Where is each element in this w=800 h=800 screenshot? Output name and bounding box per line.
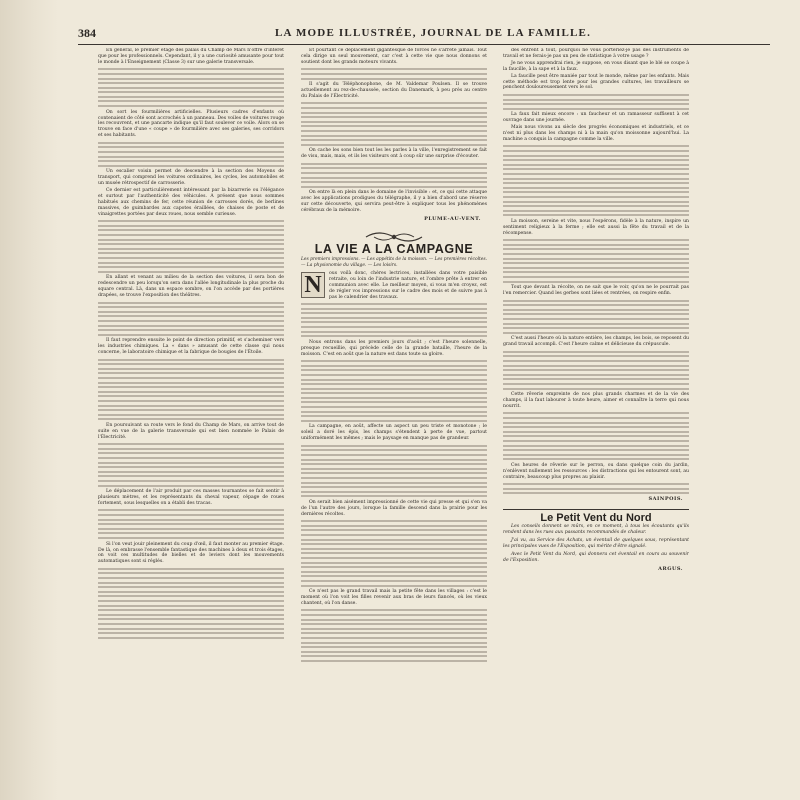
col1-paragraph-4: Ce dernier est particulièrement intéressant par la bizarrerie ou l'élégance et surtout par l'authenticité des véhicules. A présent que nous sommes habitués aux chemins de fer, cette réunion de carrosses dorés, de berlines massives, de guimbardes aux capotes éraillées, de chaises de poste et de vinaigrettes portées par deux roues, nous semble curieuse. — [98, 188, 284, 217]
col1-paragraph-2: On sort les fourmilières artificielles. Plusieurs cadres d'enfants où contenaient de côté sont accrochés à un panneau. Des voiles de voitures rouge les recouvrent, et une pancarte indique qu'il faut soulever ce voile. Alors on se trouve en face d'une « coupe » de fourmilière avec ses galeries, ses corridors et ses habitants. — [98, 109, 284, 139]
col2-paragraph-7: La campagne, en août, affecte un aspect un peu triste et monotone ; le soleil a doré les épis, les champs s'étendent à perte de vue, partout uniformément les mêmes ; mais le paysage en manque pas de grandeur. — [301, 424, 487, 442]
col2-paragraph-3: On cache les sons bien tout les les parles à la ville, l'enregistrement se fait de visu, mais, mais, et ils les visiteurs ont à coup sûr une surprise d'écouter. — [301, 148, 487, 160]
col3-text-lines-2 — [503, 145, 689, 216]
col1-text-lines-8 — [98, 568, 284, 639]
col2-paragraph-4: On entre là en plein dans le domaine de l'invisible : et, ce qui cette attaque avec les applications prodigues du télégraphe, il y a bien d'abord une réserve sur cette découverte, qui servira peut-être à expliquer tous les phénomènes cérébraux de la mémoire. — [301, 190, 487, 214]
col3-paragraph-7: Tout que devant la récolte, on ne sait que le voir, qu'on ne le pourrait pas l'en remercier. Quand les gerbes sont liées et rentrées, on respire enfin. — [503, 285, 689, 297]
col1-text-lines-5 — [98, 359, 284, 421]
col2-text-lines-2 — [301, 102, 487, 145]
col1-text-lines-4 — [98, 302, 284, 336]
col3-text-lines-5 — [503, 351, 689, 390]
col2-paragraph-9: Ce n'est pas le grand travail mais la petite fête dans les villages : c'est le moment où l'on voit les filles revenir aux bras de leurs fiancés, où les vieux chantent, où l'on danse. — [301, 589, 487, 606]
journal-title: LA MODE ILLUSTRÉE, JOURNAL DE LA FAMILLE. — [274, 27, 592, 39]
col3-paragraph-9: Cette rêverie empreinte de nos plus grands charmes et de la vie des champs, il la faut labourer à toute heure, aimer et connaître la terre qui nous nourrit. — [503, 392, 689, 409]
col1-paragraph-1: En général, le premier étage des palais du Champ de Mars n'offre d'intérêt que pour les professionnels. Cependant, il y a une curiosité amusante pour tout le monde à l'Enseignement (Classe 3) sur une galerie transversale. — [98, 48, 284, 65]
col3-text-lines-7 — [503, 483, 689, 494]
col3-text-lines-4 — [503, 300, 689, 334]
col2-text-lines-5 — [301, 360, 487, 422]
box-paragraph-3: Avec le Petit Vent du Nord, qui donnera cet éventail en cours au souvenir de l'Exposition. — [503, 551, 689, 563]
col3-text-lines-1 — [503, 94, 689, 110]
col1-paragraph-7: En poursuivant sa route vers le fond du Champ de Mars, on arrive tout de suite en vue de la galerie transversale qui est bien nommée le Palais de l'Électricité. — [98, 422, 284, 440]
col2-text-lines-7 — [301, 520, 487, 586]
article-signature-sainpois: SAINPOIS. — [648, 496, 683, 503]
col2-paragraph-6: Nous entrons dans les premiers jours d'août ; c'est l'heure solennelle, presque recueillie, qui précède celle de la grande bataille, l'heure de la moisson. C'est en août que la nature est dans toute sa gloire. — [301, 339, 487, 357]
column-3 — [503, 48, 689, 776]
col2-text-lines-8 — [301, 609, 487, 662]
section-summary: Les premiers impressions. — Les appétits de la moisson. — Les premières récoltes. — La physionomie du village. — Les loisirs. — [301, 257, 487, 268]
col1-text-lines-1 — [98, 68, 284, 107]
col3-text-lines-6 — [503, 412, 689, 460]
col3-paragraph-5: Mais nous vivons au siècle des progrès économiques et industriels, et ce n'est ni plus dans les champs ni à la main qu'on moissonne aujourd'hui. La machine a conquis la campagne comme la ville. — [503, 125, 689, 142]
col2-text-lines-1 — [301, 68, 487, 79]
col3-paragraph-4: La faux fait mieux encore : un faucheur et un ramasseur suffisent à cet ouvrage dans une journée. — [503, 112, 689, 124]
col3-paragraph-1: des entrent à tout, pourquoi ne vous porteriez-je pas des instruments de travail et ne ferais-je pas un peu de statistique à votre usage ? — [503, 48, 689, 59]
col2-paragraph-2: Il s'agit du Téléphonophone, de M. Valdemar Poulsen. Il se trouve actuellement au rez-de-chaussée, section du Danemark, à peu près au centre du Palais de l'Électricité. — [301, 82, 487, 99]
article-signature-argus: ARGUS. — [658, 565, 683, 572]
col3-paragraph-10: Ces heures de rêverie sur le perron, ou dans quelque coin du jardin, n'enlèvent nullement les ressources : les distractions qui les entourent sont, au contraire, beaucoup plus propres au plaisir. — [503, 462, 689, 480]
col3-paragraph-2: Je ne vous apprendrai rien, je suppose, en vous disant que le blé se coupe à la faucille, à la sape et à la faux. — [503, 60, 689, 72]
col3-text-lines-3 — [503, 239, 689, 282]
col1-text-lines-2 — [98, 142, 284, 167]
col2-paragraph-5: ous voilà donc, chères lectrices, installées dans votre paisible retraite, ou loin de l'industrie nature, et l'ombre prête à entrer en communion avec elle. Le meilleur moyen, si vous m'en croyez, est de régler vos impressions sur le cadre des mois et de suivre pas à pas le calendrier des travaux. — [329, 270, 487, 300]
col1-text-lines-3 — [98, 220, 284, 273]
col2-text-lines-6 — [301, 445, 487, 498]
col3-paragraph-3: La faucille peut être maniée par tout le monde, même par les enfants. Mais cette méthode est trop lente pour les grandes cultures, les travailleurs se penchent douloureusement vers le sol. — [503, 73, 689, 91]
dropcap-letter: N — [301, 272, 325, 298]
col1-paragraph-6: Il faut reprendre ensuite le point de direction primitif, et s'acheminer vers les industries chimiques. La « dans » amusant de cette classe qui nous concerne, le laboratoire chimique et la fabrique de bougies de l'Étoile. — [98, 338, 284, 356]
box-paragraph-1: Les conseils donnent se mûrs, en ce moment, à tous les écoutants qu'ils rendent dans les rues aux passants recommandés de chaleur. — [503, 524, 689, 536]
page-header — [78, 22, 770, 45]
box-title: Le Petit Vent du Nord — [503, 509, 689, 522]
box-paragraph-2: J'ai vu, au Service des Achats, un éventail de quelques sous, représentant les principales vues de l'Exposition, qui mérite d'être signalé. — [503, 538, 689, 549]
page-spine-shadow — [0, 0, 58, 800]
col1-paragraph-9: Si l'on veut jouir pleinement du coup d'œil, il faut monter au premier étage. De là, on embrasse l'ensemble fantastique des machines à deux et trois étages, on voit ces multitudes de bielles et de leviers dont les mouvements automatiques sont si réglés. — [98, 541, 284, 565]
col2-text-lines-3 — [301, 163, 487, 188]
col3-paragraph-8: C'est aussi l'heure où la nature entière, les champs, les bois, se reposent du grand travail accompli. C'est l'heure calme et délicieuse du crépuscule. — [503, 336, 689, 348]
page-number: 384 — [78, 25, 96, 40]
column-2 — [301, 48, 487, 776]
col1-paragraph-3: Un escalier voisin permet de descendre à la section des Moyens de transport, qui comprend les voitures ordinaires, les cycles, les automobiles et un musée rétrospectif de carrosserie. — [98, 169, 284, 187]
col2-paragraph-1: Et pourtant ce déplacement gigantesque de forces ne s'arrête jamais. Tout cela dirige un seul mouvement, car c'est à cette vie que nous donnons et soutient dont les grands moteurs vivants. — [301, 48, 487, 65]
col3-paragraph-6: La moisson, sereine et vite, nous l'espérons, fidèle à la nature, inspire un sentiment religieux à la ferme ; elle est aussi la fête du travail et de la récompense. — [503, 218, 689, 236]
column-1 — [98, 48, 284, 776]
col1-text-lines-7 — [98, 509, 284, 539]
col2-paragraph-8: On serait bien aisément impressionné de cette vie qui presse et qui s'en va de l'un l'autre des jours, lorsque la famille descend dans la prairie pour les dernières récoltes. — [301, 499, 487, 517]
article-signature-plume: PLUME-AU-VENT. — [424, 215, 481, 222]
col2-text-lines-4 — [301, 303, 487, 337]
col1-text-lines-6 — [98, 443, 284, 486]
col1-paragraph-5: En allant et venant au milieu de la section des voitures, il sera bon de redescendre un peu lorsqu'on sera dans l'allée longitudinale la plus proche du square central. Là, dans un espace sombre, on l'on accède par des portières drapées, se trouve l'exposition des théâtres. — [98, 275, 284, 299]
section-title: LA VIE A LA CAMPAGNE — [314, 241, 474, 256]
col1-paragraph-8: Le déplacement de l'air produit par ces masses tournantes se fait sentir à plusieurs mètres, et les représentants du cheval vapeur, cépage de roues fortement, sous lesquelles on a établi des tracas. — [98, 489, 284, 506]
